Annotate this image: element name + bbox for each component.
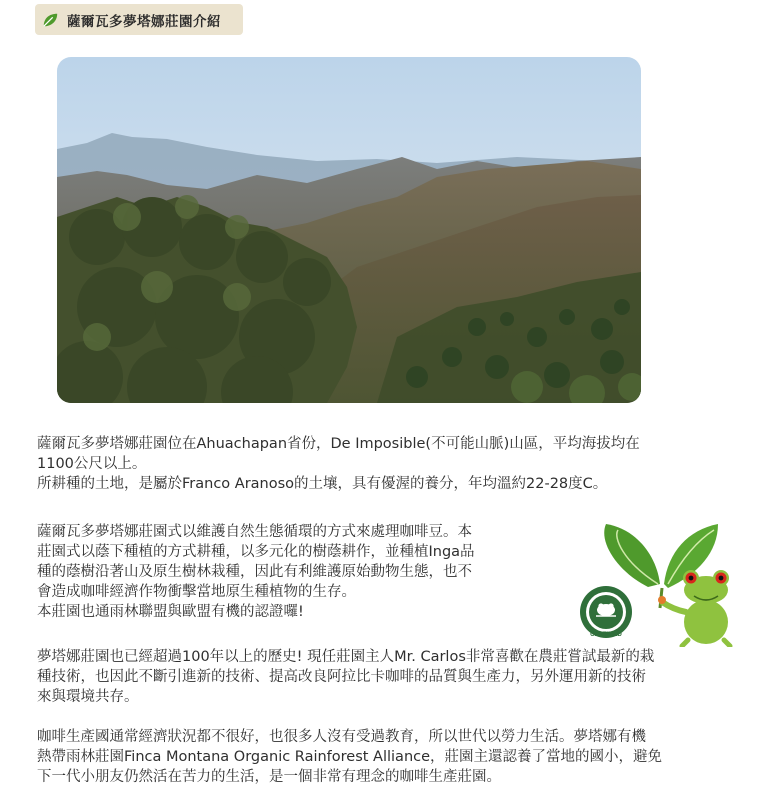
- paragraph-line: 薩爾瓦多夢塔娜莊園位在Ahuachapan省份，De Imposible(不可能山脈)山區，平均海拔均在: [37, 436, 640, 452]
- paragraph-line: 下一代小朋友仍然活在苦力的生活，是一個非常有理念的咖啡生產莊園。: [37, 769, 501, 785]
- paragraph-line: 莊園式以蔭下種植的方式耕種，以多元化的樹蔭耕作，並種植Inga品: [37, 544, 475, 560]
- paragraph-ecology: [37, 522, 475, 622]
- certified-badge-label: CERTIFIED: [590, 632, 622, 638]
- paragraph-line: 本莊園也通雨林聯盟與歐盟有機的認證囉!: [37, 604, 304, 620]
- paragraph-history: [37, 647, 654, 707]
- paragraph-line: 夢塔娜莊園也已經超過100年以上的歷史! 現任莊園主人Mr. Carlos非常喜歡在農莊嘗試最新的栽: [37, 649, 655, 665]
- paragraph-line: 咖啡生產國通常經濟狀況都不很好，也很多人沒有受過教育，所以世代以勞力生活。夢塔娜有機: [37, 729, 646, 745]
- paragraph-line: 種技術，也因此不斷引進新的技術、提高改良阿拉比卡咖啡的品質與生產力，另外運用新的技術: [37, 669, 646, 685]
- paragraph-line: 薩爾瓦多夢塔娜莊園式以維護自然生態循環的方式來處理咖啡豆。本: [37, 524, 472, 540]
- paragraph-location: [37, 434, 640, 494]
- paragraph-line: 1100公尺以上。: [37, 456, 147, 472]
- paragraph-line: 所耕種的土地，是屬於Franco Aranoso的土壤，具有優渥的養分，年均溫約22-28度C。: [37, 476, 608, 492]
- paragraph-line: 種的蔭樹沿著山及原生樹林栽種，因此有利維護原始動物生態，也不: [37, 564, 472, 580]
- rainforest-alliance-seal-icon: [580, 586, 632, 638]
- paragraph-line: 來與環境共存。: [37, 689, 139, 705]
- section-header: [35, 4, 243, 35]
- paragraph-line: 熱帶雨林莊園Finca Montana Organic Rainforest Alliance，莊園主還認養了當地的國小，避免: [37, 749, 663, 765]
- mountain-landscape-photo: [57, 57, 641, 403]
- section-title: 薩爾瓦多夢塔娜莊園介紹: [67, 13, 221, 30]
- paragraph-community: [37, 727, 662, 787]
- paragraph-line: 會造成咖啡經濟作物衝擊當地原生種植物的生存。: [37, 584, 356, 600]
- frog-leaf-illustration: [578, 512, 748, 647]
- leaf-icon: [41, 11, 59, 29]
